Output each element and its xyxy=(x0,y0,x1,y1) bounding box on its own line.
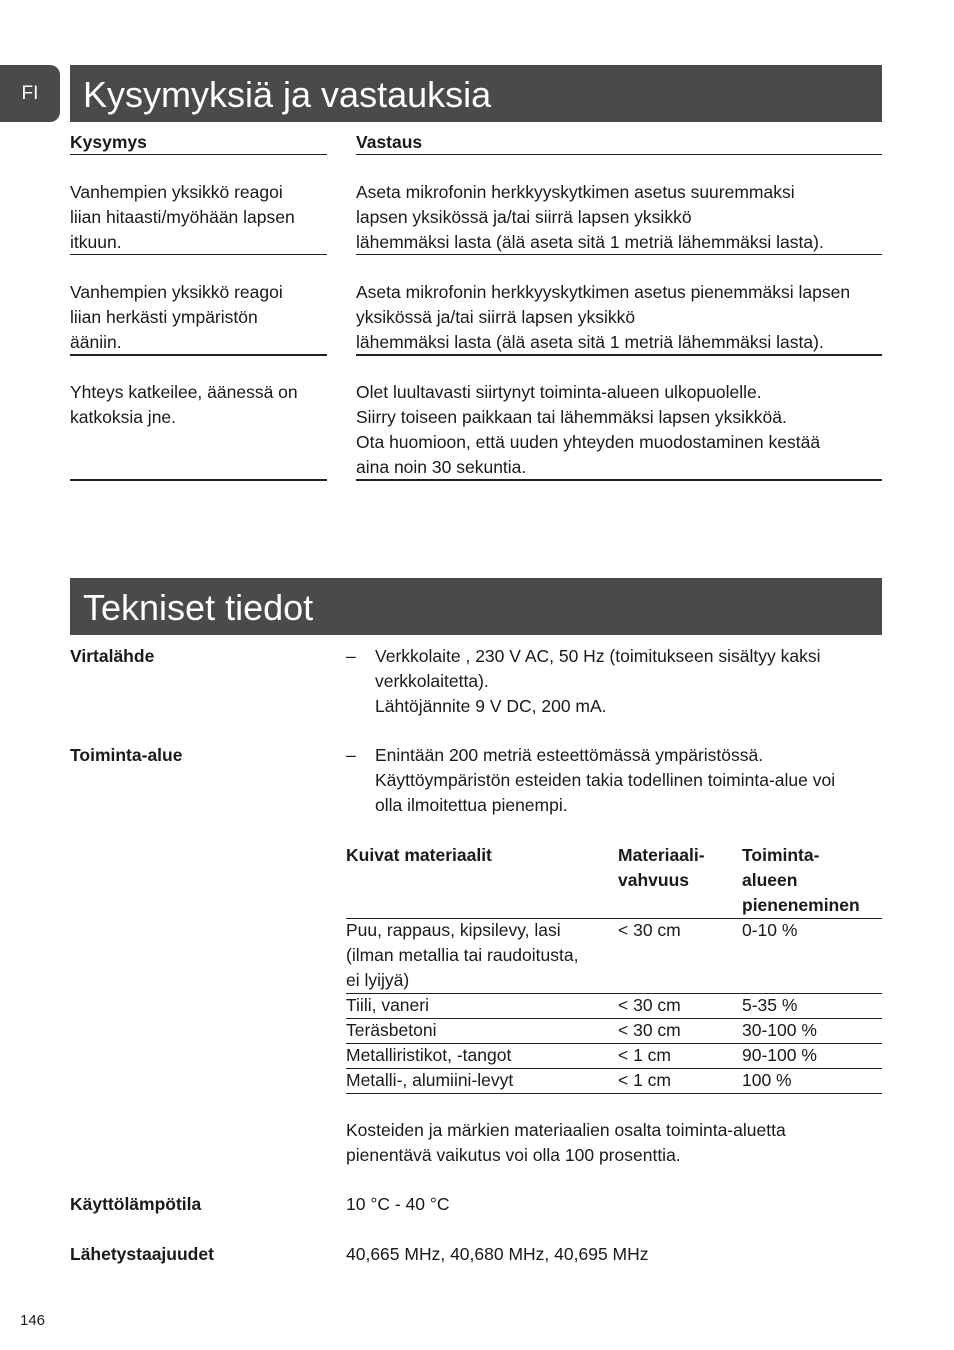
spec-label-temperature: Käyttölämpötila xyxy=(70,1194,202,1214)
faq-text-line: Vanhempien yksikkö reagoi xyxy=(70,282,283,302)
materials-header-thickness xyxy=(618,843,705,893)
faq-row-divider xyxy=(70,254,327,255)
faq-row-answer xyxy=(356,380,820,480)
faq-row-question xyxy=(70,380,298,430)
faq-text-line: Olet luultavasti siirtynyt toiminta-alueen ulkopuolelle. xyxy=(356,382,762,402)
spec-value-power xyxy=(375,644,820,719)
header-text-line: Toiminta- xyxy=(742,845,820,865)
spec-label-range: Toiminta-alue xyxy=(70,745,183,765)
note-text-line: Kosteiden ja märkien materiaalien osalta toiminta-aluetta xyxy=(346,1120,786,1140)
faq-row-answer xyxy=(356,280,850,355)
faq-header-divider-answer xyxy=(356,154,882,155)
faq-header-divider-question xyxy=(70,154,327,155)
table-cell-reduction: 5-35 % xyxy=(742,995,798,1015)
faq-text-line: liian herkästi ympäristön xyxy=(70,307,258,327)
note-text-line: pienentävä vaikutus voi olla 100 prosenttia. xyxy=(346,1145,681,1165)
table-cell-reduction: 30-100 % xyxy=(742,1020,817,1040)
table-cell-material: Metalliristikot, -tangot xyxy=(346,1045,512,1065)
faq-text-line: Aseta mikrofonin herkkyyskytkimen asetus pienemmäksi lapsen xyxy=(356,282,851,302)
faq-text-line: Yhteys katkeilee, äänessä on xyxy=(70,382,298,402)
header-text-line: pieneneminen xyxy=(742,895,860,915)
spec-value-frequencies: 40,665 MHz, 40,680 MHz, 40,695 MHz xyxy=(346,1244,649,1264)
header-text-line: vahvuus xyxy=(618,870,689,890)
faq-row-question xyxy=(70,180,295,255)
faq-text-line: aina noin 30 sekuntia. xyxy=(356,457,527,477)
table-cell-reduction: 90-100 % xyxy=(742,1045,817,1065)
faq-title: Kysymyksiä ja vastauksia xyxy=(70,65,882,122)
cell-text-line: Puu, rappaus, kipsilevy, lasi xyxy=(346,920,561,940)
cell-text-line: ei lyijyä) xyxy=(346,970,410,990)
faq-column-answer: Vastaus xyxy=(356,132,423,152)
faq-text-line: lapsen yksikössä ja/tai siirrä lapsen yksikkö xyxy=(356,207,692,227)
table-cell-thickness: < 30 cm xyxy=(618,920,681,940)
spec-dash: – xyxy=(346,646,356,666)
faq-row-divider xyxy=(70,354,327,356)
faq-bottom-divider xyxy=(356,479,882,481)
spec-label-frequencies: Lähetystaajuudet xyxy=(70,1244,214,1264)
table-cell-reduction: 100 % xyxy=(742,1070,792,1090)
faq-row-question xyxy=(70,280,283,355)
spec-label-power: Virtalähde xyxy=(70,646,155,666)
faq-text-line: Ota huomioon, että uuden yhteyden muodostaminen kestää xyxy=(356,432,821,452)
table-cell-material: Metalli-, alumiini-levyt xyxy=(346,1070,514,1090)
materials-header-reduction xyxy=(742,843,860,918)
materials-note xyxy=(346,1118,786,1168)
faq-text-line: lähemmäksi lasta (älä aseta sitä 1 metriä lähemmäksi lasta). xyxy=(356,332,824,352)
table-cell-reduction: 0-10 % xyxy=(742,920,798,940)
spec-value-range xyxy=(375,743,835,818)
table-row-divider xyxy=(346,1093,882,1094)
table-cell-material: Tiili, vaneri xyxy=(346,995,429,1015)
spec-text-line: verkkolaitetta). xyxy=(375,671,489,691)
spec-dash: – xyxy=(346,745,356,765)
spec-text-line: Käyttöympäristön esteiden takia todellinen toiminta-alue voi xyxy=(375,770,836,790)
faq-text-line: Siirry toiseen paikkaan tai lähemmäksi lapsen yksikköä. xyxy=(356,407,787,427)
spec-value-temperature: 10 °C - 40 °C xyxy=(346,1194,450,1214)
faq-text-line: Vanhempien yksikkö reagoi xyxy=(70,182,283,202)
spec-text-line: olla ilmoitettua pienempi. xyxy=(375,795,568,815)
language-tab: FI xyxy=(0,65,60,122)
spec-text-line: Lähtöjännite 9 V DC, 200 mA. xyxy=(375,696,607,716)
table-cell-material xyxy=(346,918,578,993)
spec-text-line: Enintään 200 metriä esteettömässä ympäristössä. xyxy=(375,745,764,765)
specs-title: Tekniset tiedot xyxy=(70,578,882,635)
header-text-line: Materiaali- xyxy=(618,845,705,865)
faq-text-line: itkuun. xyxy=(70,232,122,252)
faq-text-line: katkoksia jne. xyxy=(70,407,177,427)
table-cell-thickness: < 1 cm xyxy=(618,1070,672,1090)
faq-text-line: yksikössä ja/tai siirrä lapsen yksikkö xyxy=(356,307,636,327)
faq-text-line: lähemmäksi lasta (älä aseta sitä 1 metriä lähemmäksi lasta). xyxy=(356,232,824,252)
header-text-line: alueen xyxy=(742,870,798,890)
faq-text-line: Aseta mikrofonin herkkyyskytkimen asetus suuremmaksi xyxy=(356,182,795,202)
page-number: 146 xyxy=(20,1312,46,1329)
table-cell-thickness: < 30 cm xyxy=(618,1020,681,1040)
faq-text-line: ääniin. xyxy=(70,332,122,352)
faq-row-divider xyxy=(356,254,882,255)
faq-row-answer xyxy=(356,180,824,255)
faq-text-line: liian hitaasti/myöhään lapsen xyxy=(70,207,295,227)
table-cell-thickness: < 1 cm xyxy=(618,1045,672,1065)
materials-header-material: Kuivat materiaalit xyxy=(346,845,492,865)
spec-text-line: Verkkolaite , 230 V AC, 50 Hz (toimitukseen sisältyy kaksi xyxy=(375,646,821,666)
table-cell-material: Teräsbetoni xyxy=(346,1020,437,1040)
faq-row-divider xyxy=(356,354,882,356)
cell-text-line: (ilman metallia tai raudoitusta, xyxy=(346,945,579,965)
table-cell-thickness: < 30 cm xyxy=(618,995,681,1015)
faq-bottom-divider xyxy=(70,479,327,481)
faq-column-question: Kysymys xyxy=(70,132,147,152)
